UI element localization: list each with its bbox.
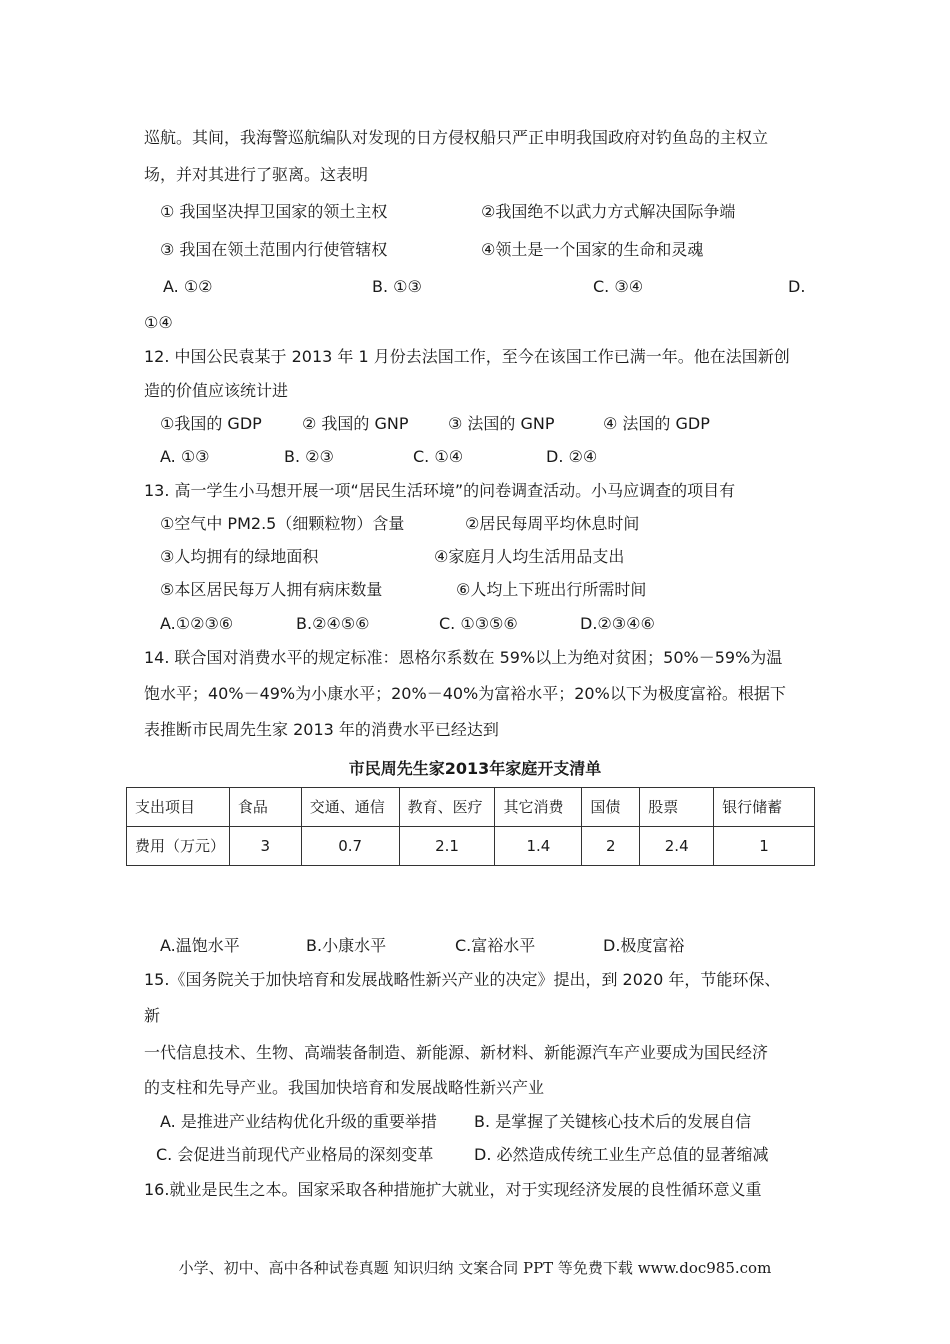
q12-option-3: ③ 法国的 GNP [448, 414, 555, 433]
q13-option-6: ⑥人均上下班出行所需时间 [456, 580, 647, 599]
table-cell: 1 [714, 827, 815, 866]
q11-choice-d: D. [788, 277, 806, 296]
table-header-cell: 支出项目 [127, 788, 230, 827]
q14-stem: 表推断市民周先生家 2013 年的消费水平已经达到 [144, 720, 499, 739]
q15-choice-c: C. 会促进当前现代产业格局的深刻变革 [156, 1145, 434, 1164]
table-cell: 2 [582, 827, 640, 866]
q11-choice-a: A. ①② [163, 277, 213, 296]
q12-option-2: ② 我国的 GNP [302, 414, 409, 433]
table-cell: 0.7 [301, 827, 399, 866]
q12-choice-a: A. ①③ [160, 447, 210, 466]
q14-choice-c: C.富裕水平 [455, 936, 536, 955]
q15-choice-a: A. 是推进产业结构优化升级的重要举措 [160, 1112, 437, 1131]
q11-choice-b: B. ①③ [372, 277, 422, 296]
q11-choice-d-cont: ①④ [144, 313, 173, 332]
q13-option-1: ①空气中 PM2.5（细颗粒物）含量 [160, 514, 405, 533]
q15-choice-b: B. 是掌握了关键核心技术后的发展自信 [474, 1112, 752, 1131]
q12-stem: 12. 中国公民袁某于 2013 年 1 月份去法国工作，至今在该国工作已满一年。他在法国新创 [144, 347, 790, 366]
table-header-cell: 其它消费 [495, 788, 582, 827]
table-row [127, 827, 815, 866]
expense-table [126, 787, 815, 866]
q11-option-3: ③ 我国在领土范围内行使管辖权 [160, 240, 388, 259]
table-cell: 3 [229, 827, 301, 866]
q12-stem: 造的价值应该统计进 [144, 381, 289, 400]
q16-stem: 16.就业是民生之本。国家采取各种措施扩大就业，对于实现经济发展的良性循环意义重 [144, 1180, 762, 1199]
q14-choice-d: D.极度富裕 [603, 936, 685, 955]
table-header-cell: 教育、医疗 [399, 788, 495, 827]
table-cell: 1.4 [495, 827, 582, 866]
table-row-label: 费用（万元） [127, 827, 230, 866]
q13-choice-d: D.②③④⑥ [580, 614, 655, 633]
q15-stem: 的支柱和先导产业。我国加快培育和发展战略性新兴产业 [144, 1078, 545, 1097]
q13-option-5: ⑤本区居民每万人拥有病床数量 [160, 580, 383, 599]
table-title: 市民周先生家2013年家庭开支清单 [348, 759, 602, 778]
table-header-row [127, 788, 815, 827]
q12-choice-b: B. ②③ [284, 447, 334, 466]
q11-option-2: ②我国绝不以武力方式解决国际争端 [481, 202, 736, 221]
table-cell: 2.4 [640, 827, 714, 866]
q14-choice-b: B.小康水平 [306, 936, 387, 955]
table-header-cell: 银行储蓄 [714, 788, 815, 827]
q12-choice-c: C. ①④ [413, 447, 464, 466]
table-header-cell: 股票 [640, 788, 714, 827]
q11-option-4: ④领土是一个国家的生命和灵魂 [481, 240, 704, 259]
q12-choice-d: D. ②④ [546, 447, 598, 466]
q13-choice-b: B.②④⑤⑥ [296, 614, 370, 633]
q13-stem: 13. 高一学生小马想开展一项“居民生活环境”的问卷调查活动。小马应调查的项目有 [144, 481, 736, 500]
table-header-cell: 食品 [229, 788, 301, 827]
q15-choice-d: D. 必然造成传统工业生产总值的显著缩减 [474, 1145, 769, 1164]
q13-choice-c: C. ①③⑤⑥ [439, 614, 518, 633]
q15-stem: 新 [144, 1006, 161, 1025]
text-line: 巡航。其间，我海警巡航编队对发现的日方侵权船只严正申明我国政府对钓鱼岛的主权立 [144, 128, 769, 147]
q14-choice-a: A.温饱水平 [160, 936, 240, 955]
q11-option-1: ① 我国坚决捍卫国家的领土主权 [160, 202, 388, 221]
table-cell: 2.1 [399, 827, 495, 866]
q13-option-3: ③人均拥有的绿地面积 [160, 547, 319, 566]
q14-stem: 饱水平；40%－49%为小康水平；20%－40%为富裕水平；20%以下为极度富裕。根据下 [144, 684, 786, 703]
q13-option-2: ②居民每周平均休息时间 [465, 514, 640, 533]
q14-stem: 14. 联合国对消费水平的规定标准：恩格尔系数在 59%以上为绝对贫困；50%－59%为温 [144, 648, 783, 667]
q15-stem: 15.《国务院关于加快培育和发展战略性新兴产业的决定》提出，到 2020 年，节能环保、 [144, 970, 781, 989]
text-line: 场，并对其进行了驱离。这表明 [144, 165, 369, 184]
q15-stem: 一代信息技术、生物、高端装备制造、新能源、新材料、新能源汽车产业要成为国民经济 [144, 1043, 769, 1062]
q12-option-1: ①我国的 GDP [160, 414, 262, 433]
table-header-cell: 交通、通信 [301, 788, 399, 827]
q13-choice-a: A.①②③⑥ [160, 614, 234, 633]
table-header-cell: 国债 [582, 788, 640, 827]
page-footer: 小学、初中、高中各种试卷真题 知识归纳 文案合同 PPT 等免费下载 www.doc985.com [178, 1259, 772, 1277]
q13-option-4: ④家庭月人均生活用品支出 [434, 547, 625, 566]
q11-choice-c: C. ③④ [593, 277, 644, 296]
q12-option-4: ④ 法国的 GDP [603, 414, 710, 433]
